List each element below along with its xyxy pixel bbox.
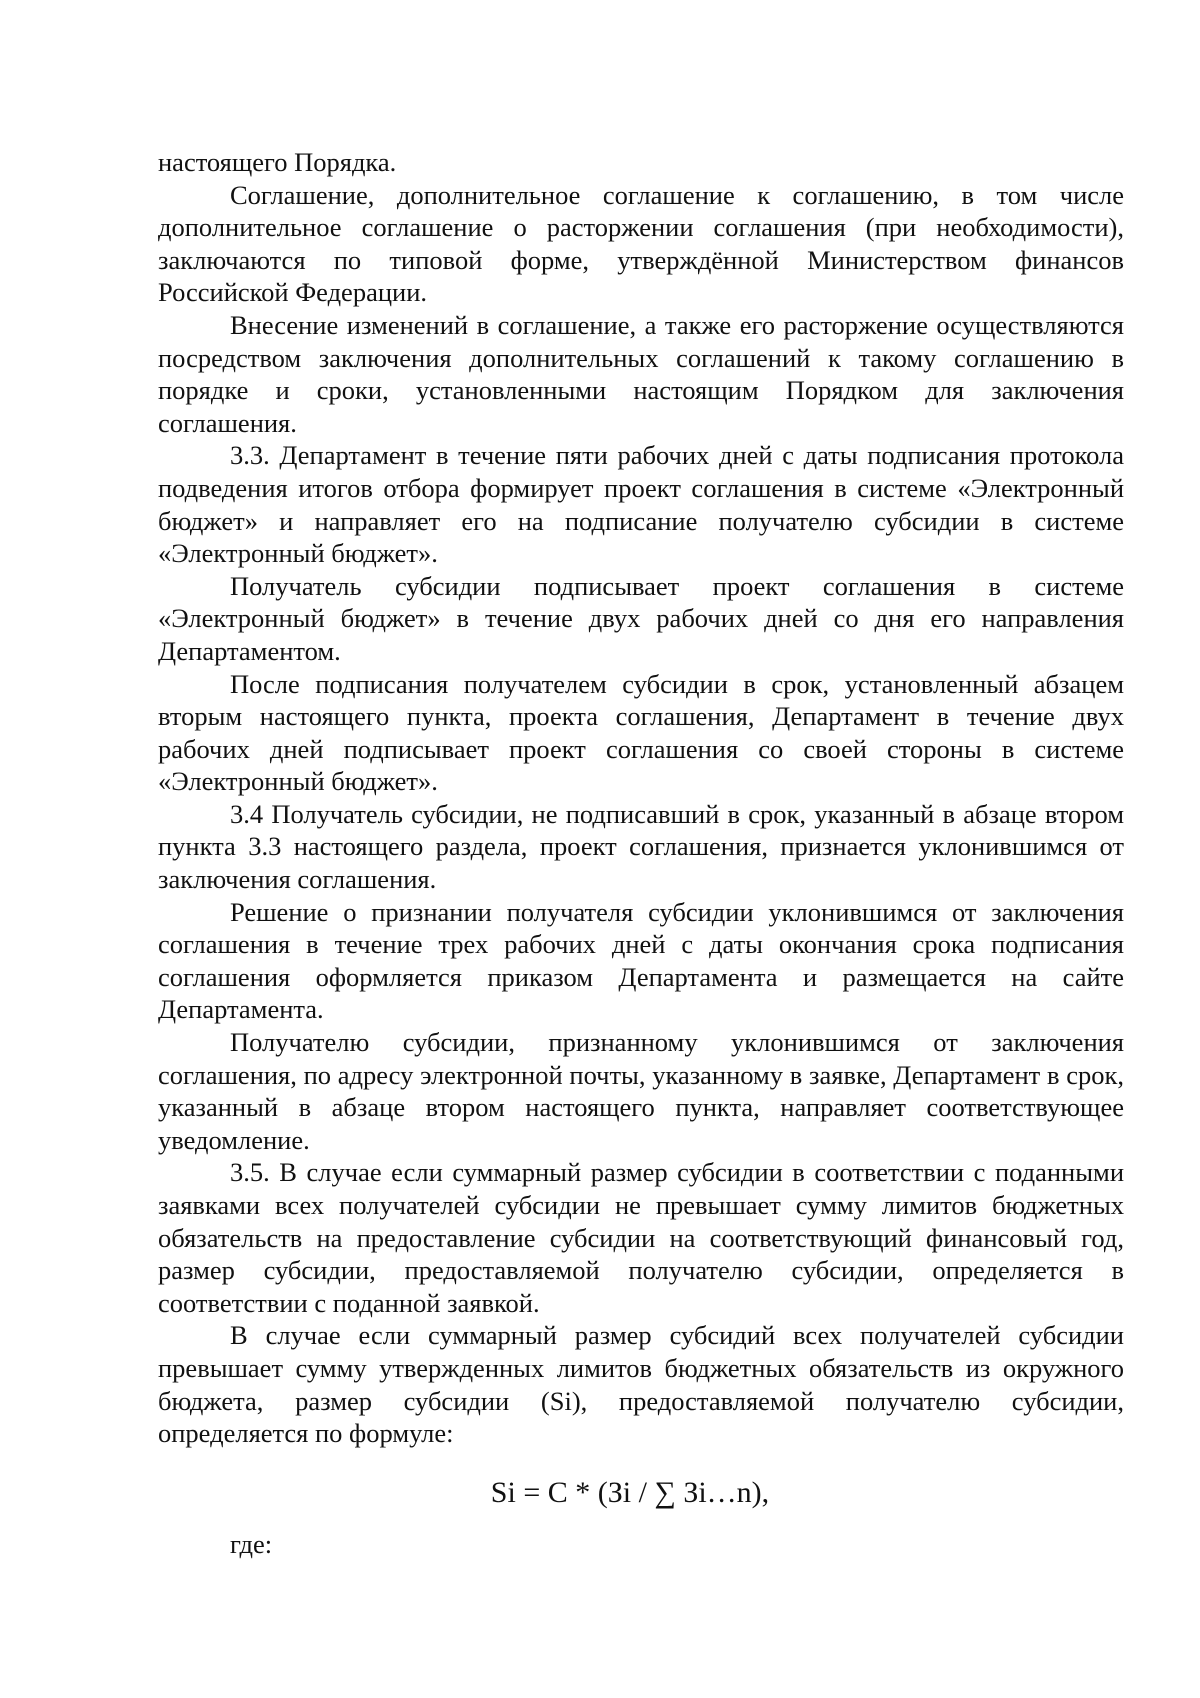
paragraph-3-5: 3.5. В случае если суммарный размер субсидии в соответствии с поданными заявками всех получателей субсидии не превышает сумму лимитов бюджетных обязательств на предоставление субсидии на соответствующий финансовый год, размер субсидии, предоставляемой получателю субсидии, определяется в соответствии с поданной заявкой.: [158, 1157, 1124, 1318]
paragraph-evasion-decision: Решение о признании получателя субсидии уклонившимся от заключения соглашения в течение трех рабочих дней с даты окончания срока подписания соглашения оформляется приказом Департамента и размещается на сайте Департамента.: [158, 896, 1124, 1025]
paragraph-recipient-signs: Получатель субсидии подписывает проект соглашения в системе «Электронный бюджет» в течение двух рабочих дней со дня его направления Департаментом.: [158, 570, 1124, 666]
document-body: [158, 146, 1124, 1450]
paragraph-3-4: 3.4 Получатель субсидии, не подписавший в срок, указанный в абзаце втором пункта 3.3 настоящего раздела, проект соглашения, признается уклонившимся от заключения соглашения.: [158, 798, 1124, 895]
paragraph-formula-intro: В случае если суммарный размер субсидий всех получателей субсидии превышает сумму утвержденных лимитов бюджетных обязательств из окружного бюджета, размер субсидии (Si), предоставляемой получателю субсидии, определяется по формуле:: [158, 1320, 1124, 1449]
paragraph-department-signs: После подписания получателем субсидии в срок, установленный абзацем вторым настоящего пункта, проекта соглашения, Департамент в течение двух рабочих дней подписывает проект соглашения со своей стороны в системе «Электронный бюджет».: [158, 668, 1124, 797]
paragraph-agreement-changes: Внесение изменений в соглашение, а также его расторжение осуществляются посредством заключения дополнительных соглашений к такому соглашению в порядке и сроки, установленными настоящим Порядком для заключения соглашения.: [158, 309, 1124, 438]
paragraph-agreement-form: Соглашение, дополнительное соглашение к соглашению, в том числе дополнительное соглашение о расторжении соглашения (при необходимости), заключаются по типовой форме, утверждённой Министерством финансов Российской Федерации.: [158, 179, 1124, 308]
paragraph-3-3: 3.3. Департамент в течение пяти рабочих дней с даты подписания протокола подведения итогов отбора формирует проект соглашения в системе «Электронный бюджет» и направляет его на подписание получателю субсидии в системе «Электронный бюджет».: [158, 440, 1124, 569]
formula-where-label: где:: [230, 1529, 273, 1559]
paragraph-continuation: настоящего Порядка.: [158, 147, 397, 177]
paragraph-notification: Получателю субсидии, признанному уклонившимся от заключения соглашения, по адресу электронной почты, указанному в заявке, Департамент в срок, указанный в абзаце втором настоящего пункта, направляет соответствующее уведомление.: [158, 1027, 1124, 1155]
subsidy-formula: Si = C * (Зi / ∑ Зi…n),: [490, 1476, 770, 1509]
